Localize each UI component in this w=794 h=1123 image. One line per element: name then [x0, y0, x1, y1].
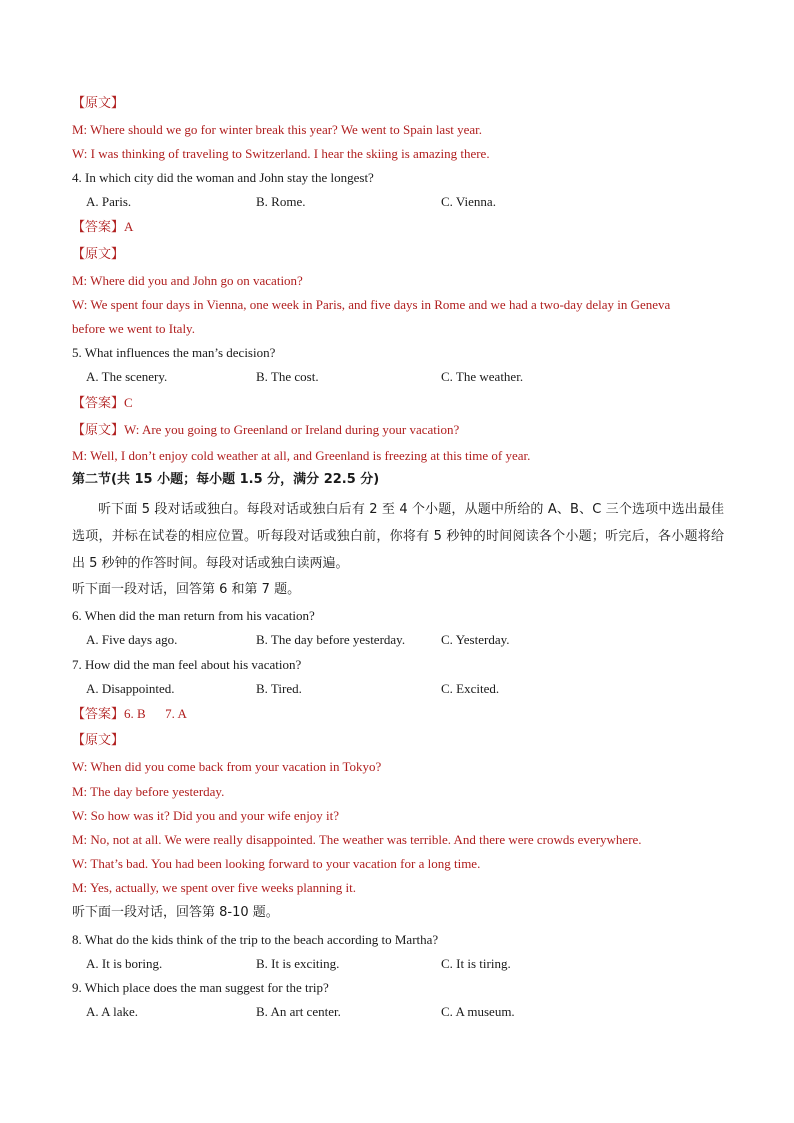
transcript-text: W: Are you going to Greenland or Ireland during your vacation?	[124, 422, 460, 437]
transcript-line: M: Where did you and John go on vacation?	[72, 273, 303, 288]
answer-line	[72, 394, 133, 413]
question-6: 6. When did the man return from his vacation?	[72, 608, 315, 623]
listen-instruction: 听下面一段对话，回答第 8-10 题。	[72, 905, 279, 920]
option-a: A. Disappointed.	[86, 681, 175, 696]
option-c: C. It is tiring.	[441, 956, 511, 971]
question-5: 5. What influences the man’s decision?	[72, 345, 276, 360]
transcript-tag: 【原文】	[72, 96, 125, 111]
option-b: B. Rome.	[256, 194, 306, 209]
transcript-line: M: Yes, actually, we spent over five weeks planning it.	[72, 880, 357, 895]
transcript-line	[72, 421, 459, 440]
answer-line	[72, 705, 187, 724]
answer-tag: 【答案】	[72, 707, 125, 722]
option-c: C. Excited.	[441, 681, 500, 696]
transcript-line: before we went to Italy.	[72, 321, 195, 336]
option-b: B. The day before yesterday.	[256, 632, 406, 647]
option-c: C. The weather.	[441, 369, 524, 384]
transcript-tag: 【原文】	[72, 423, 125, 438]
option-a: A. Five days ago.	[86, 632, 178, 647]
transcript-line: W: When did you come back from your vacation in Tokyo?	[72, 759, 382, 774]
question-8: 8. What do the kids think of the trip to the beach according to Martha?	[72, 932, 439, 947]
answer-line	[72, 218, 133, 237]
option-b: B. Tired.	[256, 681, 302, 696]
transcript-line: M: Well, I don’t enjoy cold weather at all, and Greenland is freezing at this time of year.	[72, 448, 531, 463]
question-9: 9. Which place does the man suggest for the trip?	[72, 980, 329, 995]
transcript-line: M: The day before yesterday.	[72, 784, 225, 799]
instructions-paragraph: 听下面 5 段对话或独白。每段对话或独白后有 2 至 4 个小题，从题中所给的 A、B、C 三个选项中选出最佳选项，并标在试卷的相应位置。听每段对话或独白前，你将有 5 秒钟的时间阅读各个小题；听完后，各小题将给出 5 秒钟的作答时间。每段对话或独白读两遍。	[72, 502, 724, 571]
option-b: B. An art center.	[256, 1004, 341, 1019]
option-c: C. Yesterday.	[441, 632, 510, 647]
listen-instruction: 听下面一段对话，回答第 6 和第 7 题。	[72, 582, 301, 597]
option-b: B. The cost.	[256, 369, 319, 384]
transcript-line: W: I was thinking of traveling to Switzerland. I hear the skiing is amazing there.	[72, 146, 490, 161]
option-b: B. It is exciting.	[256, 956, 340, 971]
section-title: 第二节(共 15 小题；每小题 1.5 分，满分 22.5 分)	[72, 472, 380, 487]
answer-tag: 【答案】	[72, 220, 125, 235]
option-a: A. It is boring.	[86, 956, 163, 971]
answer-value: C	[124, 395, 133, 410]
transcript-line: W: That’s bad. You had been looking forward to your vacation for a long time.	[72, 856, 481, 871]
answer-value: 6. B 7. A	[124, 706, 187, 721]
transcript-line: W: So how was it? Did you and your wife enjoy it?	[72, 808, 340, 823]
answer-value: A	[124, 219, 134, 234]
option-a: A. The scenery.	[86, 369, 168, 384]
transcript-tag: 【原文】	[72, 733, 125, 748]
answer-tag: 【答案】	[72, 396, 125, 411]
option-a: A. Paris.	[86, 194, 132, 209]
question-7: 7. How did the man feel about his vacation?	[72, 657, 302, 672]
transcript-line: M: No, not at all. We were really disappointed. The weather was terrible. And there were crowds everywhere.	[72, 832, 642, 847]
option-c: C. A museum.	[441, 1004, 515, 1019]
question-4: 4. In which city did the woman and John stay the longest?	[72, 170, 374, 185]
transcript-tag: 【原文】	[72, 247, 125, 262]
option-c: C. Vienna.	[441, 194, 496, 209]
option-a: A. A lake.	[86, 1004, 138, 1019]
transcript-line: W: We spent four days in Vienna, one week in Paris, and five days in Rome and we had a two-day delay in Geneva	[72, 297, 671, 312]
transcript-line: M: Where should we go for winter break this year? We went to Spain last year.	[72, 122, 483, 137]
